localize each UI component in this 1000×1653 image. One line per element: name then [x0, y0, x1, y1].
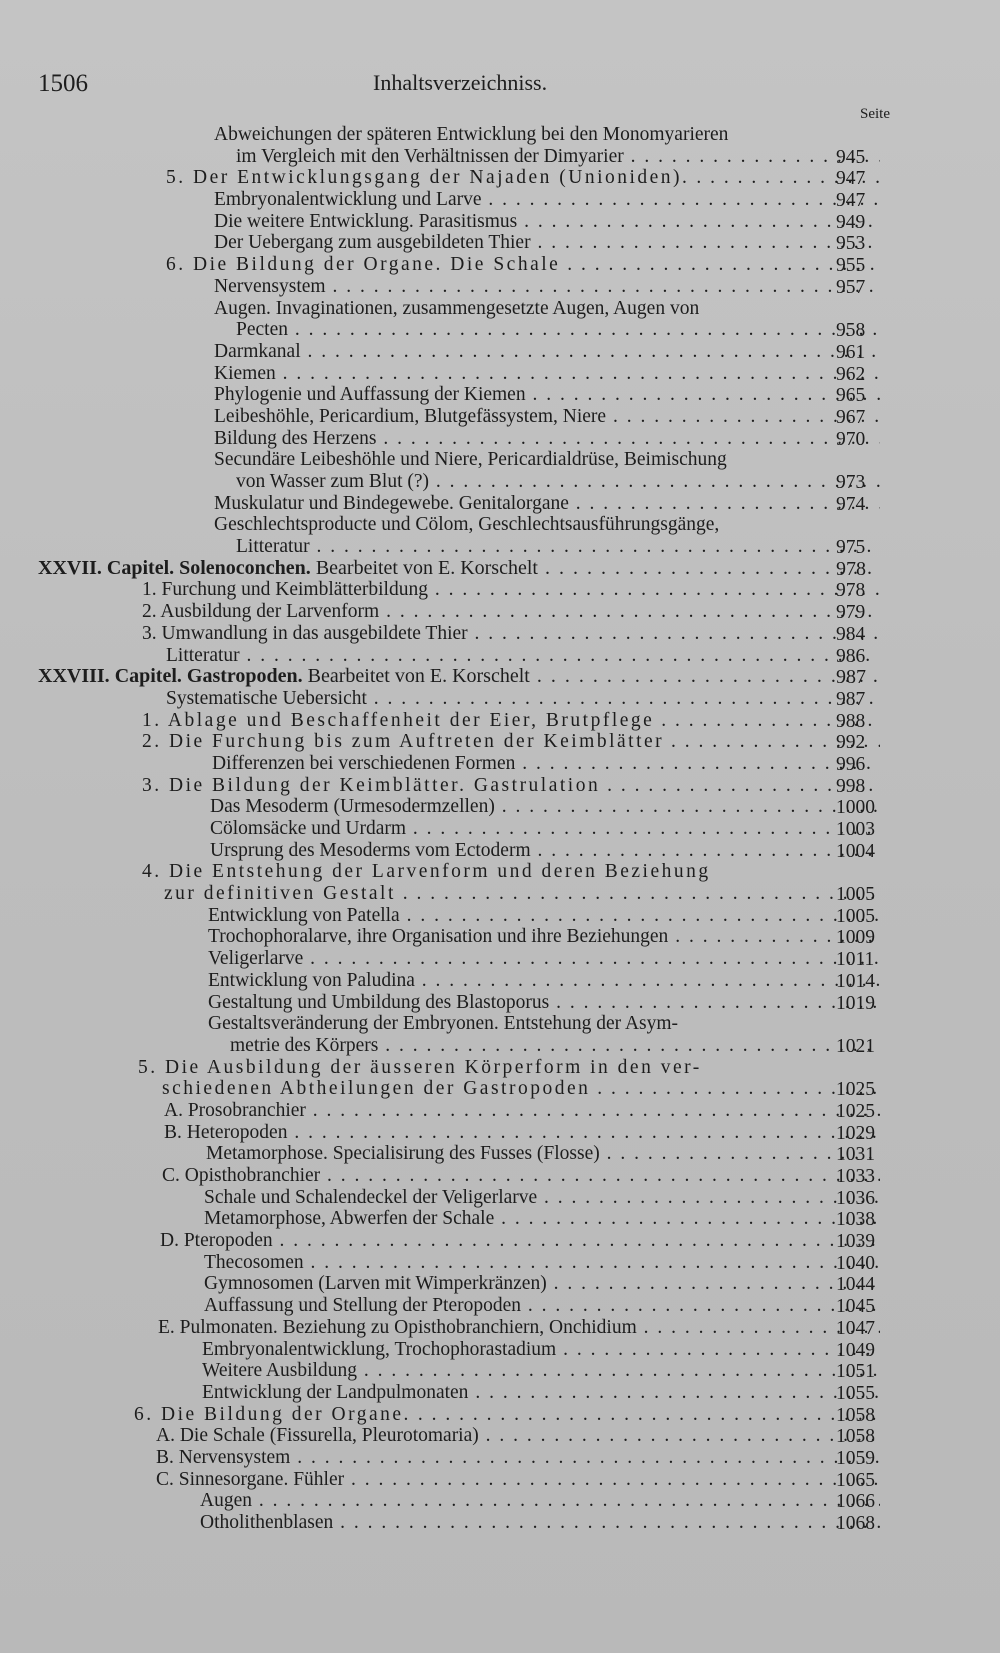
toc-entry: [0, 1252, 1000, 1274]
toc-page-number: 975: [836, 537, 866, 559]
toc-page-number: 953: [836, 233, 866, 255]
chapter-author-line: Bearbeitet von E. Korschelt: [315, 557, 538, 579]
toc-entry-text: [206, 1143, 880, 1165]
page-number: 1506: [38, 70, 88, 97]
toc-entry: [0, 796, 1000, 818]
toc-entry-text: [208, 926, 880, 948]
toc-page-number: 1005: [836, 905, 875, 927]
toc-entry-label: 4. Die Entstehung der Larvenform und deren Beziehung: [142, 861, 711, 883]
chapter-number: XXVIII.: [38, 666, 110, 688]
toc-entry: [0, 298, 1000, 320]
toc-entry-text: [208, 905, 880, 927]
toc-entry: [0, 493, 1000, 515]
toc-entry-label: Die weitere Entwicklung. Parasitismus: [214, 210, 518, 232]
toc-entry: [0, 1469, 1000, 1491]
toc-entry-label: Augen: [200, 1490, 252, 1512]
toc-page-number: 1011: [836, 949, 875, 971]
toc-entry-text: [200, 1490, 880, 1512]
toc-entry-text: [212, 753, 880, 775]
toc-entry-text: [142, 775, 880, 797]
toc-entry-text: [204, 1295, 880, 1317]
toc-page-number: 1005: [836, 884, 875, 906]
toc-entry: [0, 449, 1000, 471]
toc-entry-label: zur definitiven Gestalt: [164, 883, 396, 905]
toc-entry: [0, 710, 1000, 732]
toc-entry: [0, 319, 1000, 341]
toc-entry-label: metrie des Körpers: [230, 1034, 379, 1056]
toc-entry-text: [214, 124, 880, 146]
toc-page-number: 987: [836, 666, 866, 689]
toc-page-number: 947: [836, 190, 866, 212]
toc-page-number: 973: [836, 472, 866, 493]
toc-entry-label: Metamorphose. Specialisirung des Fusses (Flosse): [206, 1143, 600, 1165]
toc-entry: [0, 1404, 1000, 1426]
toc-entry: [0, 1512, 1000, 1534]
toc-page-number: 1059: [836, 1447, 875, 1469]
toc-entry-label: Litteratur: [166, 644, 240, 666]
toc-entry: [0, 623, 1000, 645]
toc-page-number: 998: [836, 775, 866, 797]
toc-entry-text: [160, 1230, 880, 1252]
toc-entry-label: B. Nervensystem: [156, 1446, 291, 1468]
toc-entry-label: A. Die Schale (Fissurella, Pleurotomaria): [156, 1425, 479, 1447]
toc-page-number: 955: [836, 255, 866, 277]
toc-page-number: 996: [836, 753, 866, 775]
toc-entry: [0, 406, 1000, 428]
toc-entry-label: Litteratur: [236, 536, 310, 558]
toc-page-number: 1039: [836, 1231, 875, 1253]
toc-entry-text: [214, 384, 880, 406]
toc-entry-label: im Vergleich mit den Verhältnissen der Dimyarier: [236, 145, 624, 167]
toc-entry: [0, 211, 1000, 233]
toc-entry-text: [214, 341, 880, 363]
toc-entry-text: [208, 1013, 880, 1035]
toc-entry: [0, 514, 1000, 536]
toc-entry: [0, 1100, 1000, 1122]
toc-page-number: 1003: [836, 819, 875, 840]
toc-page-number: 962: [836, 363, 866, 385]
toc-entry: [0, 861, 1000, 883]
toc-entry-label: Bildung des Herzens: [214, 427, 377, 449]
toc-entry: [0, 1425, 1000, 1447]
toc-entry-text: [142, 861, 880, 883]
toc-entry-text: [204, 1273, 880, 1295]
toc-page-number: 949: [836, 211, 866, 233]
toc-entry: [0, 1208, 1000, 1230]
toc-entry: [0, 905, 1000, 927]
chapter-label: Capitel.: [106, 557, 175, 579]
toc-entry-label: Geschlechtsproducte und Cölom, Geschlechtsausführungsgänge,: [214, 514, 720, 536]
toc-entry: [0, 1013, 1000, 1035]
toc-entry: [0, 1360, 1000, 1382]
toc-entry-text: [214, 189, 880, 211]
toc-entry-label: Systematische Uebersicht: [166, 687, 367, 709]
toc-page-number: 1021: [836, 1035, 875, 1057]
toc-entry-text: [204, 1187, 880, 1209]
toc-chapter-heading: [0, 666, 1000, 688]
toc-entry: [0, 948, 1000, 970]
toc-entry-label: 2. Ausbildung der Larvenform: [142, 601, 380, 623]
toc-entry-text: [156, 1447, 880, 1469]
toc-entry-label: 6. Die Bildung der Organe.: [134, 1403, 411, 1425]
toc-entry-text: [214, 298, 880, 320]
toc-entry: [0, 818, 1000, 840]
toc-page-number: 947: [836, 168, 866, 190]
toc-entry-label: Thecosomen: [204, 1251, 304, 1273]
toc-page-number: 957: [836, 276, 866, 298]
toc-entry-label: 1. Furchung und Keimblätterbildung: [142, 579, 428, 601]
toc-entry-text: [208, 992, 880, 1014]
toc-page-number: 1036: [836, 1187, 875, 1209]
toc-entry: [0, 1382, 1000, 1404]
toc-entry-text: [214, 232, 880, 254]
toc-entry-label: Embryonalentwicklung und Larve: [214, 189, 482, 211]
toc-entry-text: [210, 818, 880, 840]
toc-entry-text: [208, 948, 880, 970]
toc-entry-text: [202, 1360, 880, 1382]
toc-page-number: 1068: [836, 1513, 875, 1534]
toc-page-number: 1025: [836, 1079, 875, 1101]
toc-entry: [0, 1122, 1000, 1144]
toc-entry-text: [166, 645, 880, 667]
toc-entry-text: [164, 1122, 880, 1144]
toc-page-number: 1025: [836, 1100, 875, 1122]
toc-page-number: 1000: [836, 797, 875, 819]
toc-entry-label: Gestaltsveränderung der Embryonen. Entstehung der Asym-: [208, 1013, 679, 1035]
toc-entry-text: [236, 146, 880, 168]
toc-page-number: 1019: [836, 992, 875, 1014]
toc-entry-text: [214, 363, 880, 385]
toc-entry-label: Muskulatur und Bindegewebe. Genitalorgane: [214, 492, 569, 514]
toc-entry-text: [214, 493, 880, 515]
toc-entry-label: Phylogenie und Auffassung der Kiemen: [214, 384, 526, 406]
toc-entry: [0, 992, 1000, 1014]
toc-entry: [0, 189, 1000, 211]
toc-entry: [0, 1490, 1000, 1512]
toc-entry: [0, 167, 1000, 189]
toc-entry: [0, 124, 1000, 146]
toc-page-number: 987: [836, 688, 866, 710]
toc-entry-label: Darmkanal: [214, 340, 301, 362]
toc-entry-text: [142, 731, 880, 753]
toc-entry: [0, 232, 1000, 254]
toc-page-number: 1058: [836, 1426, 875, 1448]
chapter-author-line: Bearbeitet von E. Korschelt: [307, 666, 530, 688]
toc-entry: [0, 1187, 1000, 1209]
toc-page-number: 992: [836, 732, 866, 754]
toc-entry-text: [166, 167, 880, 189]
table-of-contents: [0, 124, 1000, 1534]
toc-page-number: 1044: [836, 1274, 875, 1296]
toc-entry-text: [38, 666, 880, 688]
toc-entry-text: [236, 319, 880, 341]
toc-page-number: 984: [836, 623, 866, 645]
toc-entry-label: schiedenen Abtheilungen der Gastropoden: [162, 1078, 591, 1100]
toc-page-number: 965: [836, 385, 866, 407]
toc-entry-text: [164, 1100, 880, 1122]
toc-page-number: 978: [836, 580, 866, 602]
toc-entry-label: Ursprung des Mesoderms vom Ectoderm: [210, 839, 531, 861]
toc-entry-label: Nervensystem: [214, 275, 326, 297]
toc-entry-text: [236, 471, 880, 493]
toc-entry-text: [162, 1165, 880, 1187]
toc-entry-label: Embryonalentwicklung, Trochophorastadium: [202, 1338, 557, 1360]
toc-page-number: 967: [836, 406, 866, 428]
toc-entry-text: [214, 406, 880, 428]
toc-entry-text: [200, 1512, 880, 1534]
toc-entry-text: [164, 883, 880, 905]
toc-entry-text: [204, 1252, 880, 1274]
toc-entry-text: [214, 428, 880, 450]
toc-page-number: 988: [836, 710, 866, 732]
toc-entry-label: B. Heteropoden: [164, 1121, 288, 1143]
toc-entry-text: [156, 1469, 880, 1491]
toc-page-number: 1014: [836, 970, 875, 992]
toc-page-number: 1029: [836, 1122, 875, 1144]
toc-entry-label: Entwicklung von Patella: [208, 904, 400, 926]
toc-page-number: 1031: [836, 1144, 875, 1166]
toc-page-number: 1051: [836, 1361, 875, 1383]
toc-entry-text: [236, 536, 880, 558]
toc-entry-label: 6. Die Bildung der Organe. Die Schale: [166, 254, 561, 276]
toc-page-number: 1033: [836, 1166, 875, 1187]
toc-entry-text: [38, 558, 880, 580]
chapter-title: Solenoconchen.: [179, 557, 311, 579]
toc-entry-label: Otholithenblasen: [200, 1512, 334, 1533]
toc-entry-label: Entwicklung der Landpulmonaten: [202, 1381, 469, 1403]
toc-entry: [0, 471, 1000, 493]
toc-entry-label: Augen. Invaginationen, zusammengesetzte Augen, Augen von: [214, 297, 700, 319]
toc-entry: [0, 1165, 1000, 1187]
toc-entry: [0, 276, 1000, 298]
toc-entry: [0, 579, 1000, 601]
toc-entry: [0, 601, 1000, 623]
toc-entry-label: C. Opisthobranchier: [162, 1165, 321, 1186]
toc-page-number: 958: [836, 320, 866, 342]
toc-entry-label: Kiemen: [214, 362, 276, 384]
running-title: Inhaltsverzeichniss.: [373, 70, 548, 95]
toc-entry-label: 2. Die Furchung bis zum Auftreten der Keimblätter: [142, 731, 665, 753]
toc-entry-text: [162, 1078, 880, 1100]
toc-entry: [0, 1230, 1000, 1252]
toc-page-number: 986: [836, 645, 866, 667]
toc-entry-label: Veligerlarve: [208, 948, 304, 970]
toc-entry-label: 1. Ablage und Beschaffenheit der Eier, Brutpflege: [142, 709, 655, 731]
toc-entry-text: [202, 1382, 880, 1404]
toc-entry-text: [210, 840, 880, 862]
toc-entry-text: [156, 1425, 880, 1447]
toc-entry: [0, 1143, 1000, 1165]
toc-entry-label: 3. Die Bildung der Keimblätter. Gastrulation: [142, 774, 601, 796]
toc-entry: [0, 1339, 1000, 1361]
toc-entry-text: [214, 276, 880, 298]
toc-entry: [0, 1078, 1000, 1100]
toc-entry-label: Schale und Schalendeckel der Veligerlarve: [204, 1186, 538, 1208]
toc-entry: [0, 1273, 1000, 1295]
toc-chapter-heading: [0, 558, 1000, 580]
toc-entry-label: Pecten: [236, 319, 288, 341]
toc-entry-text: [134, 1404, 880, 1426]
toc-entry-text: [210, 796, 880, 818]
toc-entry: [0, 1035, 1000, 1057]
chapter-title: Gastropoden.: [186, 666, 303, 688]
toc-entry-text: [214, 514, 880, 536]
toc-entry-text: [166, 688, 880, 710]
toc-entry-text: [202, 1339, 880, 1361]
toc-page-number: 961: [836, 341, 866, 363]
toc-entry-label: 5. Die Ausbildung der äusseren Körperform in den ver-: [138, 1056, 702, 1078]
toc-entry: [0, 926, 1000, 948]
toc-page-number: 1047: [836, 1317, 875, 1339]
toc-page-number: 978: [836, 557, 866, 580]
toc-entry: [0, 341, 1000, 363]
toc-entry: [0, 645, 1000, 667]
toc-entry: [0, 753, 1000, 775]
toc-entry-text: [142, 623, 880, 645]
chapter-label: Capitel.: [114, 666, 182, 688]
toc-entry-label: D. Pteropoden: [160, 1230, 273, 1252]
toc-entry-label: Weitere Ausbildung: [202, 1360, 357, 1382]
toc-entry: [0, 384, 1000, 406]
toc-entry-label: Gestaltung und Umbildung des Blastoporus: [208, 991, 550, 1013]
toc-page-number: 974: [836, 493, 866, 515]
toc-entry-label: von Wasser zum Blut (?): [236, 471, 430, 492]
toc-entry: [0, 883, 1000, 905]
toc-entry: [0, 1057, 1000, 1079]
toc-entry: [0, 731, 1000, 753]
toc-entry-label: Metamorphose, Abwerfen der Schale: [204, 1208, 495, 1230]
toc-entry-label: Abweichungen der späteren Entwicklung bei den Monomyarieren: [214, 124, 729, 145]
toc-entry-label: Auffassung und Stellung der Pteropoden: [204, 1295, 522, 1317]
toc-entry: [0, 363, 1000, 385]
toc-entry: [0, 970, 1000, 992]
toc-page-number: 945: [836, 146, 866, 168]
toc-entry-label: Trochophoralarve, ihre Organisation und ihre Beziehungen: [208, 926, 669, 948]
toc-entry: [0, 1317, 1000, 1339]
toc-page-number: 1049: [836, 1339, 875, 1361]
toc-entry-text: [158, 1317, 880, 1339]
toc-entry-text: [142, 579, 880, 601]
toc-page-number: 1066: [836, 1491, 875, 1513]
toc-entry-label: Differenzen bei verschiedenen Formen: [212, 752, 516, 774]
toc-entry: [0, 1447, 1000, 1469]
toc-entry-label: E. Pulmonaten. Beziehung zu Opisthobranchiern, Onchidium: [158, 1316, 637, 1338]
toc-page-number: 1009: [836, 927, 875, 949]
toc-entry-label: Cölomsäcke und Urdarm: [210, 818, 407, 839]
toc-entry-text: [204, 1208, 880, 1230]
toc-entry-text: [166, 254, 880, 276]
toc-entry: [0, 254, 1000, 276]
toc-entry-label: Das Mesoderm (Urmesodermzellen): [210, 796, 495, 818]
toc-page-number: 970: [836, 428, 866, 450]
page-column-header: Seite: [860, 106, 890, 122]
toc-page-number: 979: [836, 602, 866, 624]
toc-entry-label: 3. Umwandlung in das ausgebildete Thier: [142, 622, 468, 644]
toc-entry-label: Der Uebergang zum ausgebildeten Thier: [214, 232, 531, 254]
toc-entry-text: [230, 1035, 880, 1057]
toc-entry-text: [214, 211, 880, 233]
toc-entry-label: Gymnosomen (Larven mit Wimperkränzen): [204, 1273, 547, 1295]
toc-entry: [0, 840, 1000, 862]
toc-entry-label: Entwicklung von Paludina: [208, 969, 415, 991]
toc-page-number: 1055: [836, 1382, 875, 1404]
toc-entry-label: Leibeshöhle, Pericardium, Blutgefässystem, Niere: [214, 405, 607, 427]
toc-page-number: 1058: [836, 1404, 875, 1426]
toc-entry-text: [138, 1057, 880, 1079]
toc-entry-label: 5. Der Entwicklungsgang der Najaden (Unioniden).: [166, 167, 690, 189]
toc-page-number: 1045: [836, 1296, 875, 1318]
toc-page-number: 1038: [836, 1209, 875, 1231]
chapter-number: XXVII.: [38, 557, 102, 579]
toc-entry-text: [214, 449, 880, 471]
toc-entry: [0, 1295, 1000, 1317]
toc-entry-text: [208, 970, 880, 992]
toc-entry: [0, 146, 1000, 168]
toc-entry: [0, 688, 1000, 710]
toc-entry-label: Secundäre Leibeshöhle und Niere, Pericardialdrüse, Beimischung: [214, 449, 727, 471]
toc-page-number: 1004: [836, 840, 875, 862]
toc-entry: [0, 428, 1000, 450]
toc-entry-label: C. Sinnesorgane. Fühler: [156, 1468, 345, 1490]
toc-entry-text: [142, 601, 880, 623]
toc-entry-label: A. Prosobranchier: [164, 1099, 306, 1121]
toc-page-number: 1065: [836, 1469, 875, 1491]
toc-entry-text: [142, 710, 880, 732]
toc-entry: [0, 536, 1000, 558]
toc-page-number: 1040: [836, 1252, 875, 1274]
toc-entry: [0, 775, 1000, 797]
